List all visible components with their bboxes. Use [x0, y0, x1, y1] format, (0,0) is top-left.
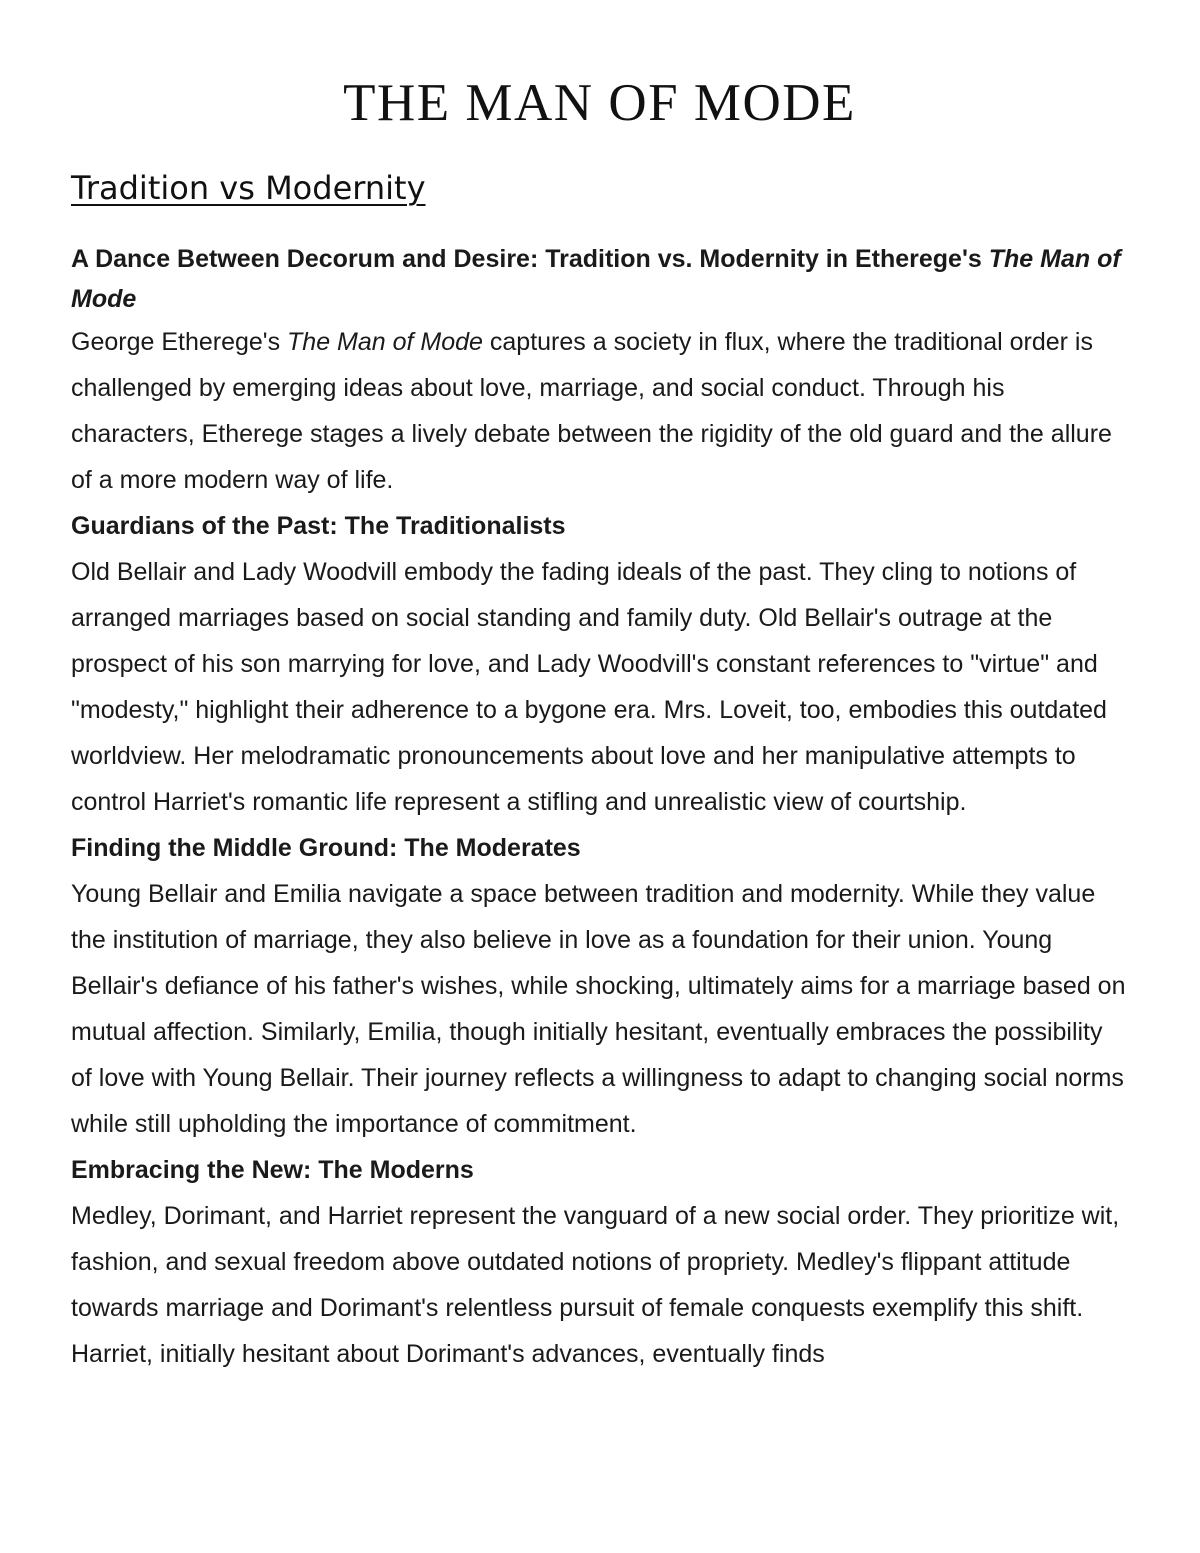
- document-title: THE MAN OF MODE: [343, 74, 856, 132]
- moderns-heading: Embracing the New: The Moderns: [71, 1156, 474, 1184]
- section-heading: Tradition vs Modernity: [71, 169, 426, 207]
- intro-paragraph-italic: The Man of Mode: [287, 328, 483, 356]
- moderns-paragraph: Medley, Dorimant, and Harriet represent the vanguard of a new social order. They prioritize wit, fashion, and sexual freedom above outdated notions of propriety. Medley's flippant attitude towards marriage and Dorimant's relentless pursuit of female conquests exemplify this shift. Harriet, initially hesitant about Dorimant's advances, eventually finds: [71, 1202, 1120, 1368]
- intro-paragraph: [71, 319, 1128, 503]
- traditionalists-paragraph: Old Bellair and Lady Woodvill embody the fading ideals of the past. They cling to notions of arranged marriages based on social standing and family duty. Old Bellair's outrage at the prospect of his son marrying for love, and Lady Woodvill's constant references to "virtue" and "modesty," highlight their adherence to a bygone era. Mrs. Loveit, too, embodies this outdated worldview. Her melodramatic pronouncements about love and her manipulative attempts to control Harriet's romantic life represent a stifling and unrealistic view of courtship.: [71, 558, 1107, 816]
- traditionalists-heading: Guardians of the Past: The Traditionalists: [71, 512, 566, 540]
- intro-paragraph-rest: captures a society in flux, where the traditional order is challenged by emerging ideas about love, marriage, and social conduct. Through his characters, Etherege stages a lively debate between the rigidity of the old guard and the allure of a more modern way of life.: [71, 328, 1112, 494]
- intro-paragraph-lead: George Etherege's: [71, 328, 288, 356]
- intro-heading-italic: The Man of Mode: [71, 245, 1121, 313]
- document-body: [71, 239, 1128, 1377]
- moderates-paragraph: Young Bellair and Emilia navigate a space between tradition and modernity. While they value the institution of marriage, they also believe in love as a foundation for their union. Young Bellair's defiance of his father's wishes, while shocking, ultimately aims for a marriage based on mutual affection. Similarly, Emilia, though initially hesitant, eventually embraces the possibility of love with Young Bellair. Their journey reflects a willingness to adapt to changing social norms while still upholding the importance of commitment.: [71, 880, 1126, 1138]
- intro-heading-text: A Dance Between Decorum and Desire: Tradition vs. Modernity in Etherege's: [71, 245, 989, 273]
- intro-heading: [71, 239, 1128, 319]
- moderates-heading: Finding the Middle Ground: The Moderates: [71, 834, 581, 862]
